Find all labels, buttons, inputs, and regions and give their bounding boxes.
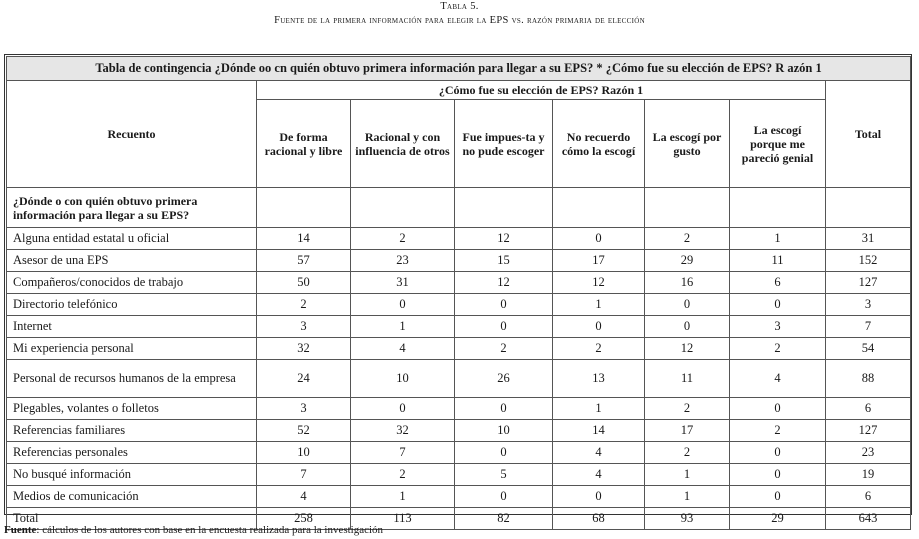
cell-value: 0 <box>455 486 553 508</box>
cell-value: 4 <box>553 464 645 486</box>
row-total: 88 <box>826 360 911 398</box>
cell-value: 1 <box>351 486 455 508</box>
cell-value: 10 <box>257 442 351 464</box>
source-text: : cálculos de los autores con base en la encuesta realizada para la investigación <box>36 524 384 536</box>
column-header: Racional y con influencia de otros <box>351 100 455 188</box>
table-row <box>7 360 911 398</box>
cell-value: 12 <box>645 338 730 360</box>
cell-value: 24 <box>257 360 351 398</box>
table-row <box>7 464 911 486</box>
table-caption-title: Fuente de la primera información para elegir la EPS vs. razón primaria de elección <box>274 15 645 26</box>
column-header: De forma racional y libre <box>257 100 351 188</box>
cell-value: 1 <box>351 316 455 338</box>
cell-value: 1 <box>553 294 645 316</box>
row-total: 6 <box>826 486 911 508</box>
cell-value: 13 <box>553 360 645 398</box>
cell-value: 11 <box>645 360 730 398</box>
cell-value: 10 <box>455 420 553 442</box>
cell-value: 68 <box>553 508 645 530</box>
cell-value: 2 <box>351 228 455 250</box>
cell-value: 2 <box>645 398 730 420</box>
empty-cell <box>645 188 730 228</box>
row-total: 23 <box>826 442 911 464</box>
row-total: 3 <box>826 294 911 316</box>
row-header: Recuento <box>7 81 257 188</box>
cell-value: 0 <box>553 316 645 338</box>
table-title: Tabla de contingencia ¿Dónde oo cn quién obtuvo primera información para llegar a su EPS? * ¿Cómo fue su elección de EPS? R azón 1 <box>7 57 911 81</box>
cell-value: 17 <box>553 250 645 272</box>
cell-value: 12 <box>455 228 553 250</box>
cell-value: 1 <box>553 398 645 420</box>
row-label: Medios de comunicación <box>7 486 257 508</box>
cell-value: 7 <box>257 464 351 486</box>
total-header: Total <box>826 81 911 188</box>
cell-value: 7 <box>351 442 455 464</box>
cell-value: 10 <box>351 360 455 398</box>
cell-value: 14 <box>553 420 645 442</box>
row-total: 19 <box>826 464 911 486</box>
cell-value: 2 <box>730 338 826 360</box>
cell-value: 32 <box>351 420 455 442</box>
table-row <box>7 420 911 442</box>
row-label: Mi experiencia personal <box>7 338 257 360</box>
cell-value: 57 <box>257 250 351 272</box>
cell-value: 32 <box>257 338 351 360</box>
cell-value: 26 <box>455 360 553 398</box>
cell-value: 2 <box>455 338 553 360</box>
table-row <box>7 272 911 294</box>
row-label: Internet <box>7 316 257 338</box>
row-label: Total <box>7 508 257 530</box>
cell-value: 0 <box>455 294 553 316</box>
cell-value: 3 <box>257 316 351 338</box>
cell-value: 1 <box>645 464 730 486</box>
row-label: Plegables, volantes o folletos <box>7 398 257 420</box>
row-total: 127 <box>826 272 911 294</box>
cell-value: 12 <box>553 272 645 294</box>
row-group-label: ¿Dónde o con quién obtuvo primera información para llegar a su EPS? <box>7 188 257 228</box>
cell-value: 23 <box>351 250 455 272</box>
table-row <box>7 442 911 464</box>
empty-cell <box>730 188 826 228</box>
cell-value: 12 <box>455 272 553 294</box>
cell-value: 0 <box>351 294 455 316</box>
column-header: No recuerdo cómo la escogí <box>553 100 645 188</box>
cell-value: 113 <box>351 508 455 530</box>
row-label: Asesor de una EPS <box>7 250 257 272</box>
column-header: La escogí por gusto <box>645 100 730 188</box>
cell-value: 1 <box>730 228 826 250</box>
table-row <box>7 250 911 272</box>
cell-value: 0 <box>645 316 730 338</box>
row-label: Compañeros/conocidos de trabajo <box>7 272 257 294</box>
source-note <box>4 524 383 536</box>
cell-value: 2 <box>645 442 730 464</box>
cell-value: 0 <box>730 398 826 420</box>
cell-value: 0 <box>730 294 826 316</box>
table-row <box>7 316 911 338</box>
cell-value: 1 <box>645 486 730 508</box>
cell-value: 0 <box>455 442 553 464</box>
cell-value: 6 <box>730 272 826 294</box>
empty-cell <box>455 188 553 228</box>
cell-value: 0 <box>351 398 455 420</box>
cell-value: 50 <box>257 272 351 294</box>
table-row <box>7 338 911 360</box>
cell-value: 258 <box>257 508 351 530</box>
row-label: Alguna entidad estatal u oficial <box>7 228 257 250</box>
contingency-table <box>6 56 911 530</box>
cell-value: 29 <box>730 508 826 530</box>
cell-value: 0 <box>730 486 826 508</box>
cell-value: 0 <box>455 398 553 420</box>
row-total: 6 <box>826 398 911 420</box>
row-label: Referencias familiares <box>7 420 257 442</box>
row-label: Personal de recursos humanos de la empresa <box>7 360 257 398</box>
cell-value: 0 <box>553 486 645 508</box>
cell-value: 2 <box>351 464 455 486</box>
cell-value: 5 <box>455 464 553 486</box>
row-total: 31 <box>826 228 911 250</box>
row-total: 643 <box>826 508 911 530</box>
table-row <box>7 228 911 250</box>
cell-value: 15 <box>455 250 553 272</box>
empty-cell <box>351 188 455 228</box>
cell-value: 2 <box>257 294 351 316</box>
cell-value: 14 <box>257 228 351 250</box>
cell-value: 3 <box>730 316 826 338</box>
cell-value: 3 <box>257 398 351 420</box>
group-header: ¿Cómo fue su elección de EPS? Razón 1 <box>257 81 826 100</box>
table-caption-label: Tabla 5. <box>440 1 479 12</box>
cell-value: 2 <box>645 228 730 250</box>
cell-value: 31 <box>351 272 455 294</box>
source-label: Fuente <box>4 524 37 536</box>
table-row <box>7 398 911 420</box>
empty-cell <box>826 188 911 228</box>
row-total: 127 <box>826 420 911 442</box>
cell-value: 0 <box>553 228 645 250</box>
cell-value: 0 <box>730 442 826 464</box>
cell-value: 16 <box>645 272 730 294</box>
row-total: 152 <box>826 250 911 272</box>
row-total: 7 <box>826 316 911 338</box>
cell-value: 2 <box>553 338 645 360</box>
row-label: Directorio telefónico <box>7 294 257 316</box>
cell-value: 93 <box>645 508 730 530</box>
cell-value: 52 <box>257 420 351 442</box>
empty-cell <box>553 188 645 228</box>
column-header: La escogí porque me pareció genial <box>730 100 826 188</box>
row-label: Referencias personales <box>7 442 257 464</box>
cell-value: 0 <box>645 294 730 316</box>
cell-value: 0 <box>455 316 553 338</box>
empty-cell <box>257 188 351 228</box>
cell-value: 4 <box>730 360 826 398</box>
table-row <box>7 486 911 508</box>
cell-value: 4 <box>553 442 645 464</box>
cell-value: 29 <box>645 250 730 272</box>
row-total: 54 <box>826 338 911 360</box>
cell-value: 2 <box>730 420 826 442</box>
cell-value: 4 <box>257 486 351 508</box>
column-header: Fue impues-ta y no pude escoger <box>455 100 553 188</box>
cell-value: 0 <box>730 464 826 486</box>
cell-value: 11 <box>730 250 826 272</box>
table-row <box>7 294 911 316</box>
row-label: No busqué información <box>7 464 257 486</box>
cell-value: 17 <box>645 420 730 442</box>
cell-value: 4 <box>351 338 455 360</box>
cell-value: 82 <box>455 508 553 530</box>
